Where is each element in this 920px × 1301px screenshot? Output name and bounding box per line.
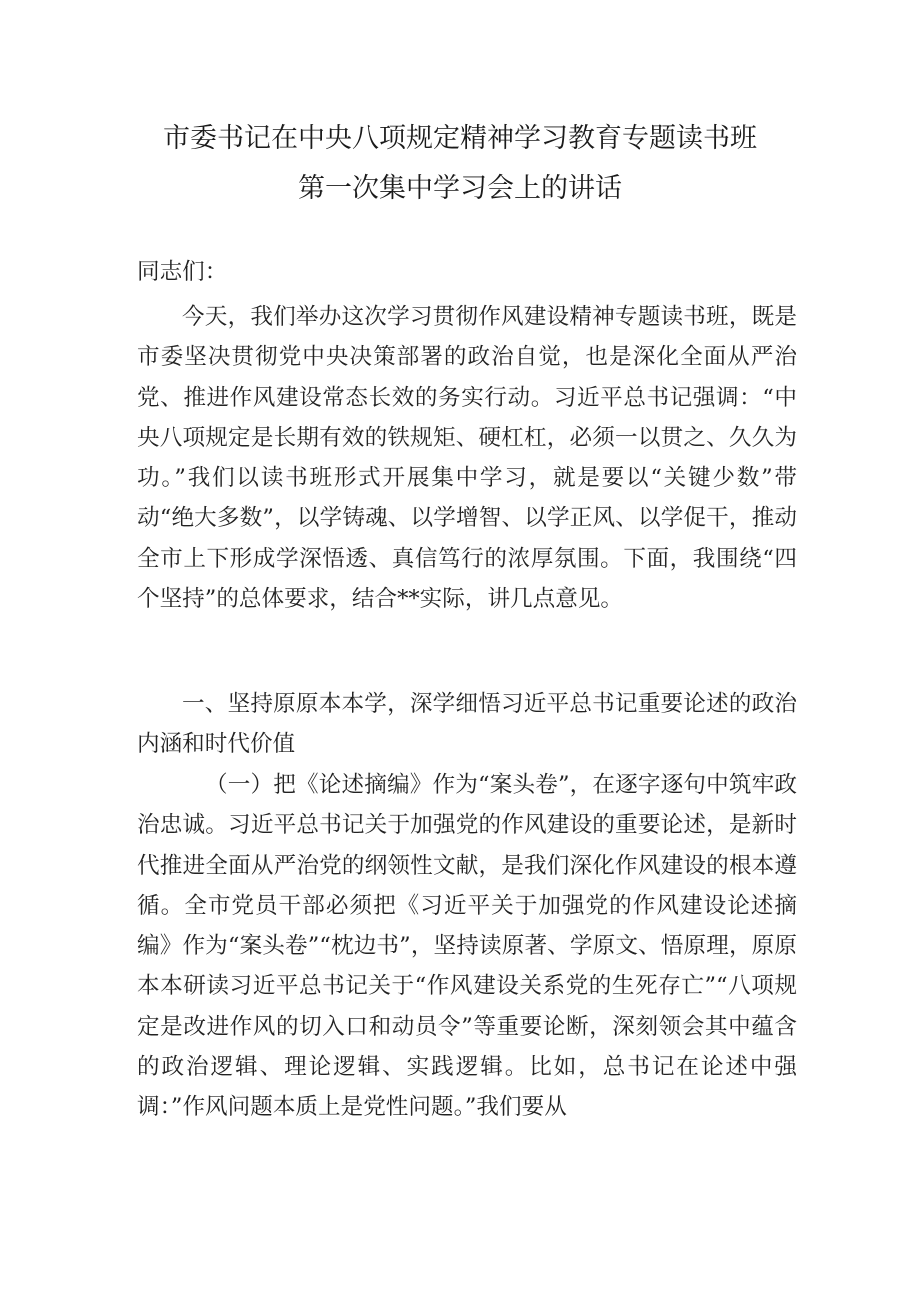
paragraph-intro: 今天，我们举办这次学习贯彻作风建设精神专题读书班，既是市委坚决贯彻党中央决策部署的政治自觉，也是深化全面从严治党、推进作风建设常态长效的务实行动。习近平总书记强调：“中央八项规定是长期有效的铁规矩、硬杠杠，必须一以贯之、久久为功。”我们以读书班形式开展集中学习，就是要以“关键少数”带动“绝大多数”，以学铸魂、以学增智、以学正风、以学促干，推动全市上下形成学深悟透、真信笃行的浓厚氛围。下面，我围绕“四个坚持”的总体要求，结合**实际，讲几点意见。 bbox=[137, 304, 797, 613]
document-title-line-2: 第一次集中学习会上的讲话 bbox=[298, 173, 622, 204]
salutation: 同志们： bbox=[137, 259, 228, 285]
document-title-line-1: 市委书记在中央八项规定精神学习教育专题读书班 bbox=[163, 123, 757, 154]
paragraph-section-1-1: （一）把《论述摘编》作为“案头卷”，在逐字逐句中筑牢政治忠诚。习近平总书记关于加强党的作风建设的重要论述，是新时代推进全面从严治党的纲领性文献，是我们深化作风建设的根本遵循。全市党员干部必须把《习近平关于加强党的作风建设论述摘编》作为“案头卷”“枕边书”，坚持读原著、学原文、悟原理，原原本本研读习近平总书记关于“作风建设关系党的生死存亡”“八项规定是改进作风的切入口和动员令”等重要论断，深刻领会其中蕴含的政治逻辑、理论逻辑、实践逻辑。比如，总书记在论述中强调：”作风问题本质上是党性问题。”我们要从 bbox=[137, 772, 797, 1121]
section-heading-1: 一、坚持原原本本学，深学细悟习近平总书记重要论述的政治内涵和时代价值 bbox=[137, 691, 797, 758]
